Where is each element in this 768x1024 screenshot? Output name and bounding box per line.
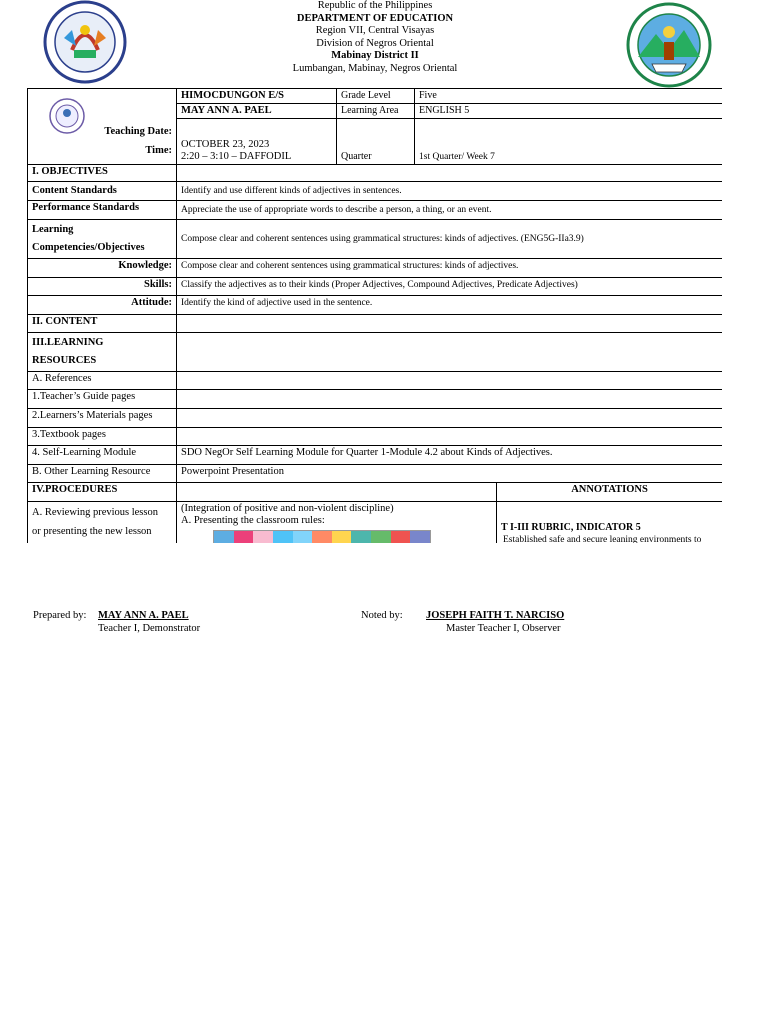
rubric-title: T I-III RUBRIC, INDICATOR 5 bbox=[501, 522, 641, 533]
teachers-guide-label: 1.Teacher’s Guide pages bbox=[28, 390, 177, 409]
date-time-cell bbox=[177, 119, 337, 165]
performance-standards: Appreciate the use of appropriate words to describe a person, a thing, or an event. bbox=[177, 201, 723, 220]
prepared-title: Teacher I, Demonstrator bbox=[98, 623, 201, 634]
content-standards-label: Content Standards bbox=[28, 182, 177, 201]
competencies-label-line-2: Competencies/Objectives bbox=[32, 242, 145, 253]
school-name: HIMOCDUNGON E/S bbox=[177, 89, 337, 104]
competencies: Compose clear and coherent sentences using grammatical structures: kinds of adjectives. (ENG5G-IIa3.9) bbox=[177, 220, 723, 259]
content-standards: Identify and use different kinds of adjectives in sentences. bbox=[177, 182, 723, 201]
attitude-label: Attitude: bbox=[28, 296, 177, 315]
knowledge: Compose clear and coherent sentences using grammatical structures: kinds of adjectives. bbox=[177, 259, 723, 278]
division-line: Division of Negros Oriental bbox=[316, 37, 434, 49]
region-line: Region VII, Central Visayas bbox=[315, 25, 435, 37]
learners-materials-label: 2.Learners’s Materials pages bbox=[28, 409, 177, 428]
reviewing-label bbox=[28, 502, 177, 544]
letterhead bbox=[200, 0, 550, 76]
annotations-heading: ANNOTATIONS bbox=[497, 483, 723, 502]
address-line: Lumbangan, Mabinay, Negros Oriental bbox=[292, 62, 458, 74]
textbook-label: 3.Textbook pages bbox=[28, 428, 177, 446]
references-label: A. References bbox=[28, 372, 177, 390]
prepared-label: Prepared by: bbox=[33, 610, 87, 621]
teacher-name: MAY ANN A. PAEL bbox=[177, 104, 337, 119]
skills: Classify the adjectives as to their kinds (Proper Adjectives, Compound Adjectives, Predicate Adjectives) bbox=[177, 278, 723, 296]
learning-resources-empty bbox=[177, 333, 723, 372]
classroom-rules-text: A. Presenting the classroom rules: bbox=[181, 515, 325, 526]
reviewing-line-2: or presenting the new lesson bbox=[32, 526, 152, 537]
objectives-heading: I. OBJECTIVES bbox=[28, 165, 177, 182]
annotation-cell bbox=[497, 502, 723, 544]
learning-resources-line-2: RESOURCES bbox=[32, 355, 97, 366]
skills-label: Skills: bbox=[28, 278, 177, 296]
learning-area-value: ENGLISH 5 bbox=[415, 104, 723, 119]
time-value: 2:20 – 3:10 – DAFFODIL bbox=[181, 151, 292, 162]
deped-seal-icon bbox=[48, 97, 86, 139]
other-resource-value: Powerpoint Presentation bbox=[177, 465, 723, 483]
competencies-label-line-1: Learning bbox=[32, 224, 74, 235]
republic-line: Republic of the Philippines bbox=[317, 0, 433, 11]
slm-value: SDO NegOr Self Learning Module for Quarter 1-Module 4.2 about Kinds of Adjectives. bbox=[177, 446, 723, 465]
rubric-text: Established safe and secure leaning environments to bbox=[503, 535, 702, 543]
slm-label: 4. Self-Learning Module bbox=[28, 446, 177, 465]
procedures-heading: IV.PROCEDURES bbox=[28, 483, 177, 502]
reviewing-content bbox=[177, 502, 497, 544]
department-line: DEPARTMENT OF EDUCATION bbox=[296, 12, 454, 24]
quarter-value: 1st Quarter/ Week 7 bbox=[415, 119, 723, 165]
reviewing-line-1: A. Reviewing previous lesson bbox=[32, 507, 158, 518]
procedures-empty bbox=[177, 483, 497, 502]
performance-standards-label: Performance Standards bbox=[28, 201, 177, 220]
seal-cell bbox=[28, 89, 177, 165]
time-label: Time: bbox=[145, 145, 172, 156]
classroom-rules-image bbox=[213, 530, 431, 543]
date-value: OCTOBER 23, 2023 bbox=[181, 139, 270, 150]
textbook-empty bbox=[177, 428, 723, 446]
prepared-name: MAY ANN A. PAEL bbox=[98, 610, 189, 621]
references-empty bbox=[177, 372, 723, 390]
grade-level-value: Five bbox=[415, 89, 723, 104]
competencies-label bbox=[28, 220, 177, 259]
integration-text: (Integration of positive and non-violent discipline) bbox=[181, 503, 394, 514]
learning-resources-line-1: III.LEARNING bbox=[32, 337, 104, 348]
knowledge-label: Knowledge: bbox=[28, 259, 177, 278]
objectives-empty bbox=[177, 165, 723, 182]
other-resource-label: B. Other Learning Resource bbox=[28, 465, 177, 483]
teaching-date-label: Teaching Date: bbox=[104, 126, 172, 137]
noted-title: Master Teacher I, Observer bbox=[446, 623, 561, 634]
content-empty bbox=[177, 315, 723, 333]
school-logo bbox=[626, 2, 712, 88]
learning-resources-heading bbox=[28, 333, 177, 372]
deped-logo bbox=[42, 0, 128, 84]
district-line: Mabinay District II bbox=[331, 50, 419, 62]
content-heading: II. CONTENT bbox=[28, 315, 177, 333]
noted-label: Noted by: bbox=[361, 610, 403, 621]
attitude: Identify the kind of adjective used in the sentence. bbox=[177, 296, 723, 315]
lesson-plan-table bbox=[27, 88, 722, 543]
teachers-guide-empty bbox=[177, 390, 723, 409]
grade-level-label: Grade Level bbox=[337, 89, 415, 104]
learning-area-label: Learning Area bbox=[337, 104, 415, 119]
quarter-label: Quarter bbox=[337, 119, 415, 165]
learners-materials-empty bbox=[177, 409, 723, 428]
noted-name: JOSEPH FAITH T. NARCISO bbox=[426, 610, 565, 621]
lesson-plan-form bbox=[27, 88, 722, 543]
